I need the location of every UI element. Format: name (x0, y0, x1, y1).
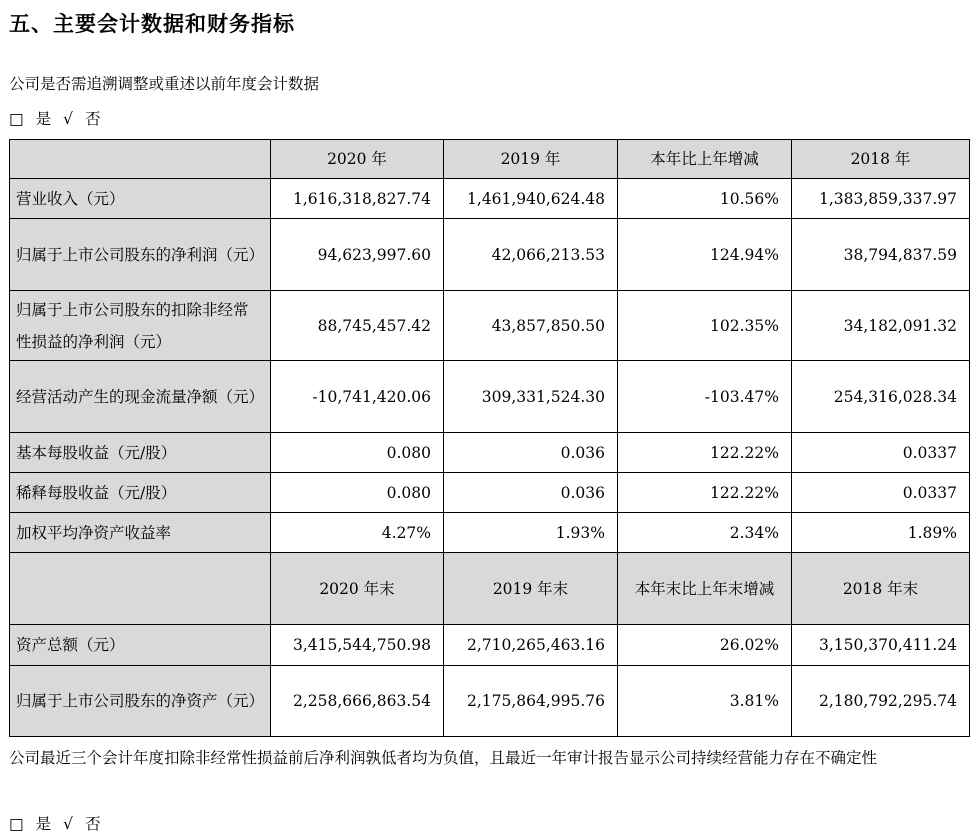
value-cell: 102.35% (618, 291, 792, 361)
value-cell: 3,415,544,750.98 (271, 625, 444, 666)
restatement-question: 公司是否需追溯调整或重述以前年度会计数据 (9, 75, 320, 93)
table-row (10, 666, 970, 737)
header-cell: 本年比上年增减 (618, 140, 792, 179)
value-cell: 26.02% (618, 625, 792, 666)
table-row (10, 433, 970, 473)
value-cell: 1.93% (444, 513, 618, 553)
value-cell: 88,745,457.42 (271, 291, 444, 361)
table-row (10, 473, 970, 513)
row-label: 归属于上市公司股东的扣除非经常性损益的净利润（元） (10, 291, 271, 361)
value-cell: 2,175,864,995.76 (444, 666, 618, 737)
table-row (10, 361, 970, 433)
value-cell: 2,180,792,295.74 (792, 666, 970, 737)
option-yes-label: 是 (35, 110, 52, 128)
value-cell: 3.81% (618, 666, 792, 737)
section-title: 五、主要会计数据和财务指标 (9, 12, 295, 36)
going-concern-options (9, 812, 113, 834)
value-cell: 38,794,837.59 (792, 219, 970, 291)
value-cell: 2,258,666,863.54 (271, 666, 444, 737)
value-cell: 1,616,318,827.74 (271, 179, 444, 219)
value-cell: 2.34% (618, 513, 792, 553)
value-cell: 0.0337 (792, 473, 970, 513)
header-blank-cell (10, 140, 271, 179)
value-cell: -10,741,420.06 (271, 361, 444, 433)
value-cell: 0.036 (444, 433, 618, 473)
restatement-options (9, 107, 113, 129)
checkbox-icon: □ (9, 110, 24, 128)
table-row (10, 513, 970, 553)
value-cell: 2,710,265,463.16 (444, 625, 618, 666)
value-cell: 122.22% (618, 473, 792, 513)
check-icon: √ (63, 110, 74, 128)
value-cell: 1,383,859,337.97 (792, 179, 970, 219)
value-cell: 3,150,370,411.24 (792, 625, 970, 666)
option-yes-label: 是 (35, 815, 52, 833)
header-cell: 2019 年 (444, 140, 618, 179)
row-label: 基本每股收益（元/股） (10, 433, 271, 473)
option-no-label: 否 (85, 815, 101, 833)
value-cell: 0.0337 (792, 433, 970, 473)
header-cell: 本年末比上年末增减 (618, 553, 792, 625)
value-cell: 0.036 (444, 473, 618, 513)
row-label: 营业收入（元） (10, 179, 271, 219)
table-header-row (10, 140, 970, 179)
value-cell: 4.27% (271, 513, 444, 553)
row-label: 归属于上市公司股东的净资产（元） (10, 666, 271, 737)
row-label: 加权平均净资产收益率 (10, 513, 271, 553)
value-cell: 122.22% (618, 433, 792, 473)
value-cell: -103.47% (618, 361, 792, 433)
value-cell: 42,066,213.53 (444, 219, 618, 291)
row-label: 归属于上市公司股东的净利润（元） (10, 219, 271, 291)
value-cell: 124.94% (618, 219, 792, 291)
value-cell: 309,331,524.30 (444, 361, 618, 433)
row-label: 资产总额（元） (10, 625, 271, 666)
checkbox-icon: □ (9, 815, 24, 833)
header-blank-cell (10, 553, 271, 625)
value-cell: 94,623,997.60 (271, 219, 444, 291)
table-row (10, 291, 970, 361)
value-cell: 1,461,940,624.48 (444, 179, 618, 219)
header-cell: 2020 年 (271, 140, 444, 179)
table-row (10, 179, 970, 219)
header-cell: 2020 年末 (271, 553, 444, 625)
value-cell: 0.080 (271, 473, 444, 513)
table-row (10, 219, 970, 291)
row-label: 稀释每股收益（元/股） (10, 473, 271, 513)
going-concern-question: 公司最近三个会计年度扣除非经常性损益前后净利润孰低者均为负值，且最近一年审计报告显示公司持续经营能力存在不确定性 (9, 749, 878, 767)
header-cell: 2019 年末 (444, 553, 618, 625)
header-cell: 2018 年 (792, 140, 970, 179)
header-cell: 2018 年末 (792, 553, 970, 625)
value-cell: 10.56% (618, 179, 792, 219)
table-header-row (10, 553, 970, 625)
value-cell: 43,857,850.50 (444, 291, 618, 361)
row-label: 经营活动产生的现金流量净额（元） (10, 361, 271, 433)
value-cell: 0.080 (271, 433, 444, 473)
table-row (10, 625, 970, 666)
value-cell: 254,316,028.34 (792, 361, 970, 433)
value-cell: 34,182,091.32 (792, 291, 970, 361)
value-cell: 1.89% (792, 513, 970, 553)
option-no-label: 否 (85, 110, 101, 128)
check-icon: √ (63, 815, 74, 833)
financial-data-table (9, 139, 970, 737)
